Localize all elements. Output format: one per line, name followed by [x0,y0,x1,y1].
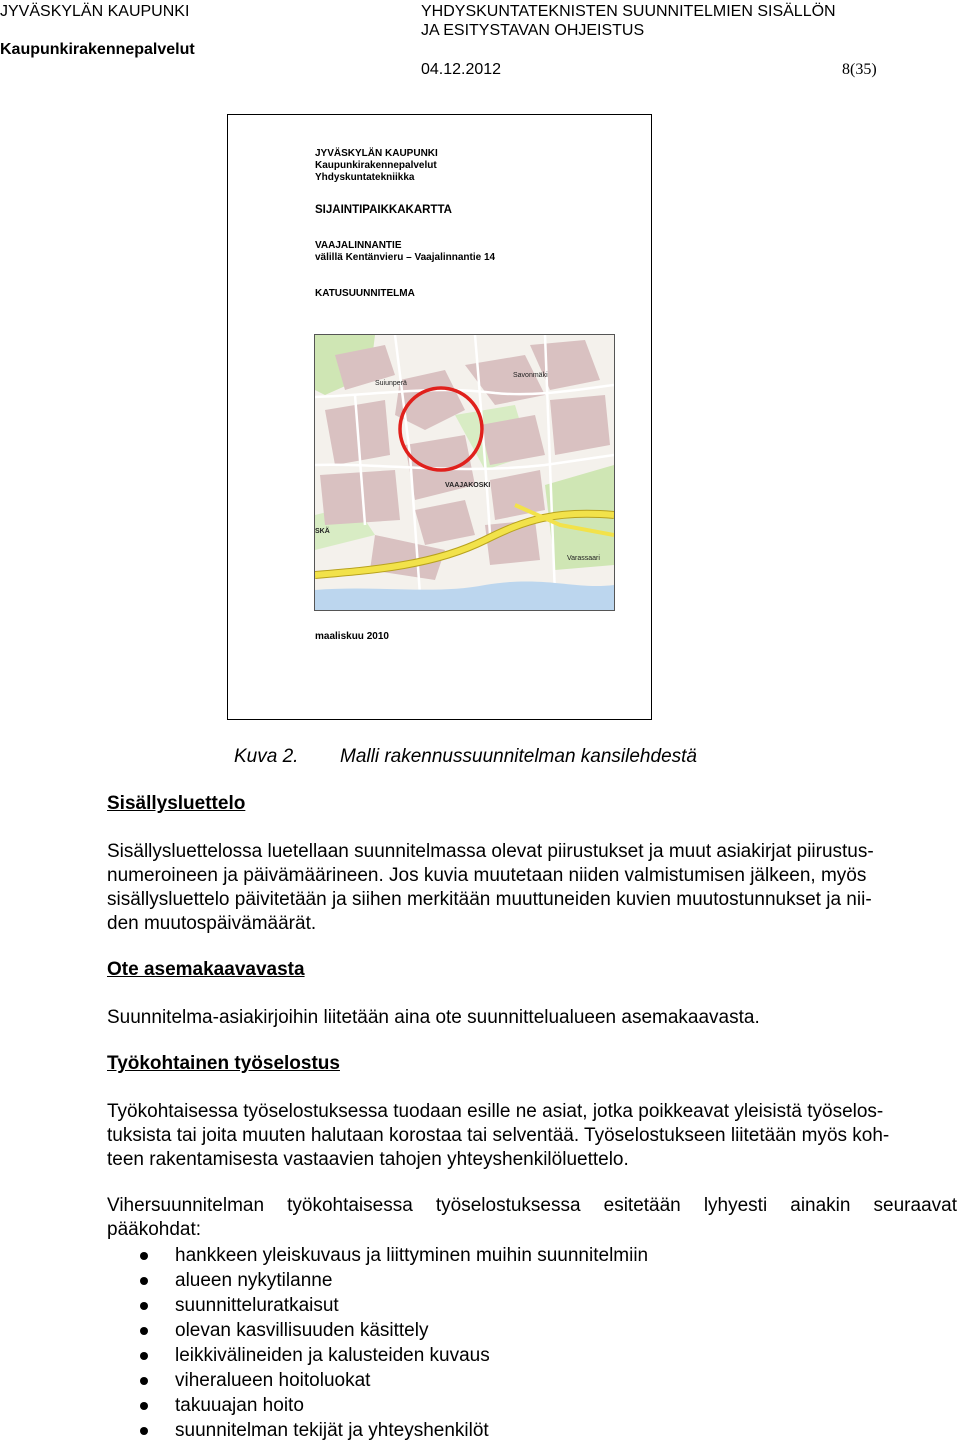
list-item-text: suunnitelman tekijät ja yhteyshenkilöt [175,1420,489,1441]
location-map [314,334,615,611]
figure-caption-label: Kuva 2. [234,746,299,767]
map-label-vaajakoski: VAAJAKOSKI [445,482,491,489]
map-label-varassaari: Varassaari [567,555,600,562]
map-label-savonmaki: Savonmäki [513,372,548,379]
work-spec-line: Työkohtaisessa työselostuksessa tuodaan esille ne asiat, jotka poikkeavat yleisistä työselos- [107,1101,884,1122]
header-dept: Kaupunkirakennepalvelut [0,41,195,58]
header-doc-title-line1: YHDYSKUNTATEKNISTEN SUUNNITELMIEN SISÄLLÖN [421,3,836,20]
green-plan-intro-line2: pääkohdat: [107,1219,202,1240]
cover-title: SIJAINTIPAIKKAKARTTA [315,204,452,216]
list-item [107,1418,648,1443]
green-plan-intro [107,1194,957,1242]
contents-line: numeroineen ja päivämäärineen. Jos kuvia muutetaan niiden valmistumisen jälkeen, myös [107,865,867,886]
work-spec-line: teen rakentamisesta vastaavien tahojen yhteyshenkilöluettelo. [107,1149,629,1170]
zoning-paragraph [107,1006,957,1030]
header-date: 04.12.2012 [421,61,502,78]
cover-date: maaliskuu 2010 [315,631,389,642]
contents-line: sisällysluettelo päivitetään ja siihen merkitään muuttuneiden kuvien muutostunnukset ja nii- [107,889,872,910]
list-item-text: leikkivälineiden ja kalusteiden kuvaus [175,1345,490,1366]
list-item-text: hankkeen yleiskuvaus ja liittyminen muihin suunnitelmiin [175,1245,649,1266]
list-item [107,1318,648,1343]
contents-heading: Sisällysluettelo [107,793,246,814]
bullet-icon [140,1302,148,1310]
bullet-icon [140,1327,148,1335]
bullet-icon [140,1377,148,1385]
map-label-suiunpera: Suiunperä [375,380,407,387]
bullet-icon [140,1352,148,1360]
bullet-icon [140,1277,148,1285]
cover-org: JYVÄSKYLÄN KAUPUNKI [315,148,438,159]
list-item [107,1243,648,1268]
list-item-text: takuuajan hoito [175,1395,304,1416]
header-doc-title-line2: JA ESITYSTAVAN OHJEISTUS [421,22,645,39]
location-map-graphic [315,335,614,610]
list-item [107,1268,648,1293]
list-item-text: suunnitteluratkaisut [175,1295,339,1316]
contents-line: den muutospäivämäärät. [107,913,317,934]
list-item [107,1368,648,1393]
map-label-ska: SKÄ [315,528,330,535]
zoning-text: Suunnitelma-asiakirjoihin liitetään aina ote suunnittelualueen asemakaavasta. [107,1007,760,1028]
list-item-text: olevan kasvillisuuden käsittely [175,1320,429,1341]
work-spec-paragraph [107,1100,957,1172]
contents-line: Sisällysluettelossa luetellaan suunnitelmassa olevat piirustukset ja muut asiakirjat piirustus- [107,841,874,862]
bullet-icon [140,1252,148,1260]
header-org: JYVÄSKYLÄN KAUPUNKI [0,3,190,20]
list-item [107,1293,648,1318]
list-item-text: alueen nykytilanne [175,1270,333,1291]
figure-caption-text: Malli rakennussuunnitelman kansilehdestä [340,746,697,767]
header-page-number: 8(35) [842,61,877,78]
bullet-icon [140,1427,148,1435]
cover-sheet-figure [227,114,652,720]
work-spec-heading: Työkohtainen työselostus [107,1053,340,1074]
cover-unit: Yhdyskuntatekniikka [315,172,415,183]
zoning-heading: Ote asemakaavavasta [107,959,305,980]
work-spec-line: tuksista tai joita muuten halutaan korostaa tai selventää. Työselostukseen liitetään myös koh- [107,1125,890,1146]
cover-segment: välillä Kentänvieru – Vaajalinnantie 14 [315,252,496,263]
cover-street: VAAJALINNANTIE [315,240,402,251]
green-plan-items-list [107,1243,648,1443]
list-item [107,1393,648,1418]
contents-paragraph [107,840,957,936]
cover-dept: Kaupunkirakennepalvelut [315,160,437,171]
cover-plan-type: KATUSUUNNITELMA [315,288,415,299]
bullet-icon [140,1402,148,1410]
list-item-text: viheralueen hoitoluokat [175,1370,371,1391]
green-plan-intro-line1: Vihersuunnitelman työkohtaisessa työselostuksessa esitetään lyhyesti ainakin seuraavat [107,1195,957,1216]
list-item [107,1343,648,1368]
